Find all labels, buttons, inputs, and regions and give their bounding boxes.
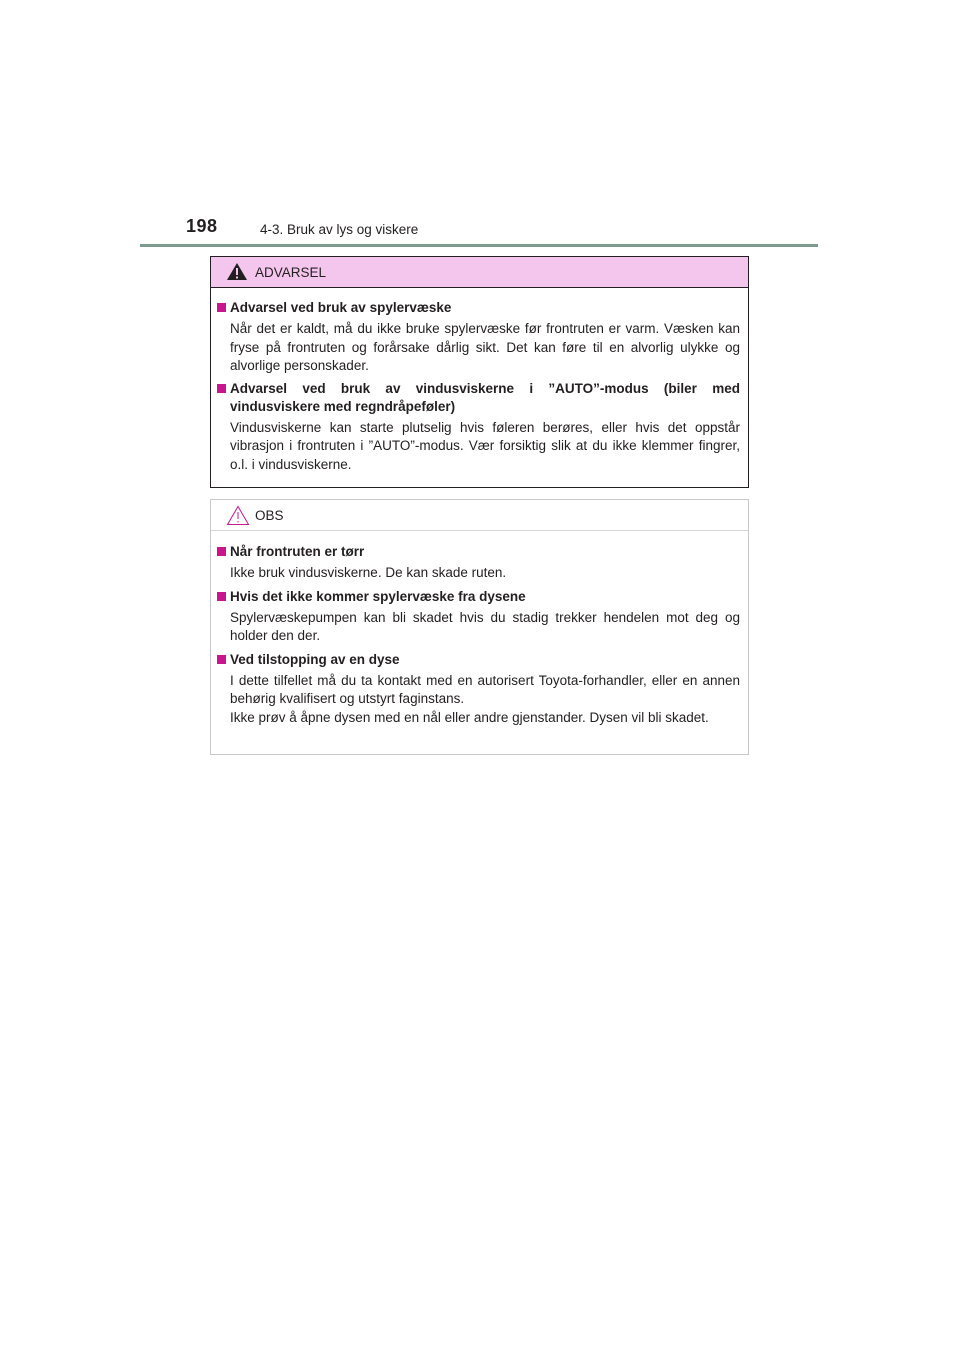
square-bullet-icon [217,384,226,393]
item-heading-text: Ved tilstopping av en dyse [230,651,400,667]
header-rule [140,244,818,247]
notice-title: OBS [255,508,284,523]
item-paragraph: Når det er kaldt, må du ikke bruke spylervæske før frontruten er varm. Væsken kan fryse på frontruten og forårsake dårlig sikt. Det kan føre til en alvorlig ulykke og alvorlige personskader. [230,321,740,373]
notice-body [211,531,748,727]
square-bullet-icon [217,547,226,556]
item-text [217,672,740,728]
item-heading-text: Hvis det ikke kommer spylervæske fra dysene [230,588,526,604]
item-text [217,609,740,646]
warning-body [211,288,748,474]
square-bullet-icon [217,655,226,664]
item-heading [217,380,740,416]
item-heading [217,543,740,561]
notice-box [210,499,749,755]
item-text [217,419,740,475]
warning-item [217,380,740,475]
item-heading-text: Advarsel ved bruk av spylervæske [230,300,452,315]
item-paragraph: Vindusviskerne kan starte plutselig hvis føleren berøres, eller hvis det oppstår vibrasjon i frontruten i ”AUTO”-modus. Vær forsiktig slik at du ikke klemmer fingrer, o.l. i vindusviskerne. [230,419,740,472]
square-bullet-icon [217,303,226,312]
warning-item [217,299,740,376]
page-header [0,0,960,246]
item-paragraph: Ikke bruk vindusviskerne. De kan skade ruten. [230,565,507,580]
notice-item [217,651,740,728]
warning-title: ADVARSEL [255,265,327,280]
item-heading [217,588,740,606]
square-bullet-icon [217,592,226,601]
item-paragraph: Spylervæskepumpen kan bli skadet hvis du stadig trekker hendelen mot deg og holder den der. [230,609,740,643]
notice-header [211,500,748,531]
item-paragraph: Ikke prøv å åpne dysen med en nål eller andre gjenstander. Dysen vil bli skadet. [230,709,709,725]
item-paragraph: I dette tilfellet må du ta kontakt med en autorisert Toyota-forhandler, eller en annen behørig kvalifisert og utstyrt faginstans. [230,672,740,706]
item-heading-text: Advarsel ved bruk av vindusviskerne i ”AUTO”-modus (biler med vindusviskere med regndråpeføler) [230,380,740,414]
warning-header [211,257,748,288]
item-text [217,320,740,376]
item-heading [217,299,740,317]
warning-icon [226,262,248,281]
item-heading [217,651,740,669]
page-number: 198 [186,216,218,236]
section-title: 4-3. Bruk av lys og viskere [260,222,419,237]
item-heading-text: Når frontruten er tørr [230,544,365,559]
notice-item [217,588,740,646]
notice-item [217,543,740,583]
caution-icon [226,505,250,526]
item-text [217,564,740,583]
warning-box [210,256,749,488]
